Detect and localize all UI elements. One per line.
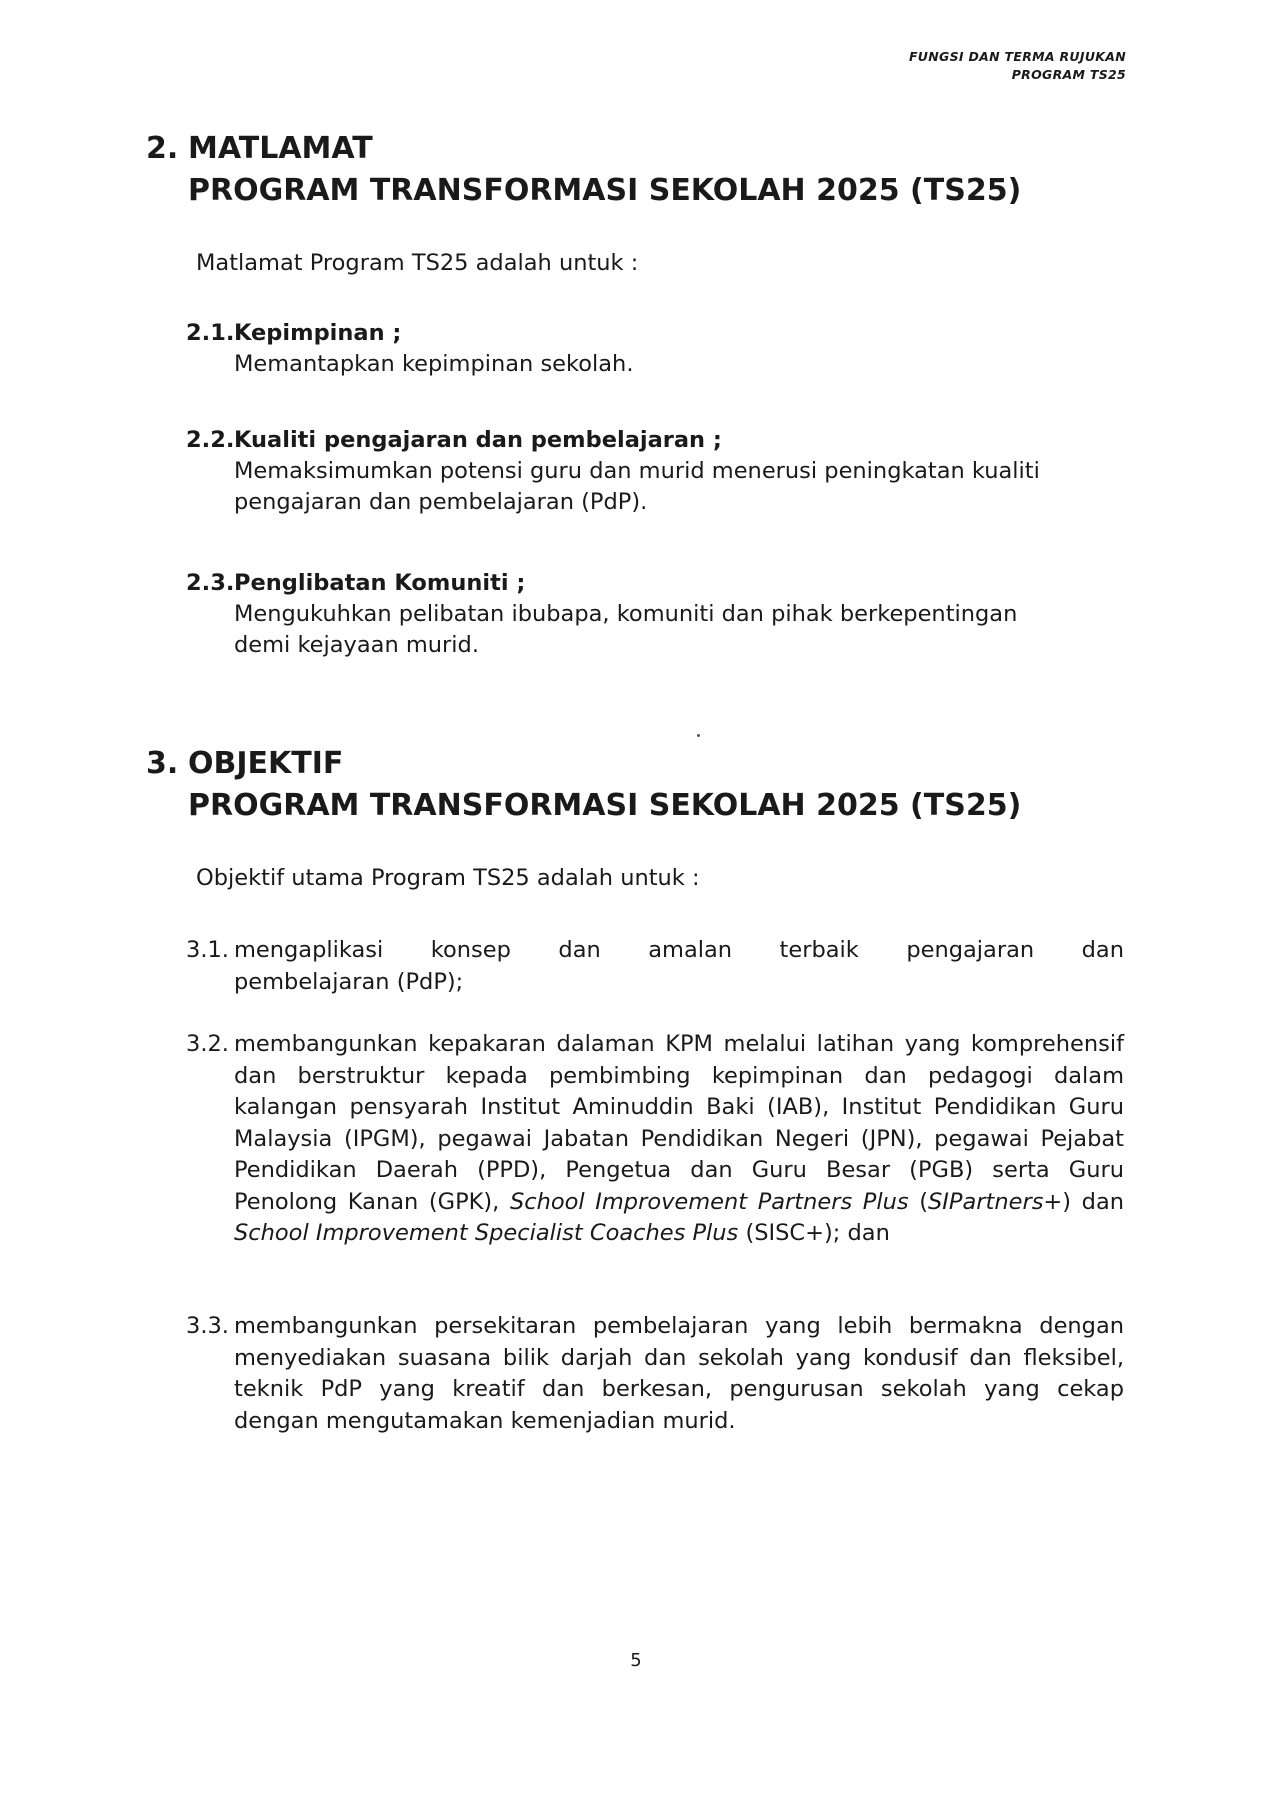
section-2-intro: Matlamat Program TS25 adalah untuk : <box>196 250 639 276</box>
page-number: 5 <box>630 1650 642 1671</box>
list-item <box>186 935 1124 998</box>
item-number: 2.3. <box>186 570 235 596</box>
item-heading <box>186 425 1124 456</box>
item-text-run: ) dan <box>1062 1188 1124 1215</box>
section-3-title-line2: PROGRAM TRANSFORMASI SEKOLAH 2025 (TS25) <box>188 788 1022 823</box>
list-item <box>186 425 1124 518</box>
item-text: membangunkan persekitaran pembelajaran yang lebih bermakna dengan menyediakan suasana bilik darjah dan sekolah yang kondusif dan fleksibel, teknik PdP yang kreatif dan berkesan, pengurusan sekolah yang cekap dengan mengutamakan kemenjadian murid. <box>234 1313 1124 1434</box>
item-number: 2.1. <box>186 320 235 346</box>
list-item <box>186 1029 1124 1250</box>
item-heading-text: Kualiti pengajaran dan pembelajaran ; <box>234 427 722 453</box>
section-2-title-line1: MATLAMAT <box>188 131 373 166</box>
section-matlamat <box>146 128 1126 212</box>
item-number: 2.2. <box>186 427 235 453</box>
section-objektif <box>146 743 1126 827</box>
section-3-title <box>146 743 1126 827</box>
item-heading-text: Kepimpinan ; <box>234 320 402 346</box>
item-text-italic: School Improvement Partners Plus <box>509 1188 909 1215</box>
item-text-line: pembelajaran (PdP); <box>234 968 464 995</box>
item-body-line: Memaksimumkan potensi guru dan murid menerusi peningkatan kualiti <box>234 458 1040 484</box>
list-item <box>186 1311 1124 1437</box>
section-3-intro: Objektif utama Program TS25 adalah untuk : <box>196 865 700 891</box>
item-body-line: demi kejayaan murid. <box>234 632 479 658</box>
item-heading <box>186 568 1124 599</box>
item-text <box>234 1029 1124 1250</box>
item-text <box>234 935 1124 998</box>
item-number: 3.3. <box>186 1313 229 1339</box>
item-body-line: pengajaran dan pembelajaran (PdP). <box>234 489 648 515</box>
item-text-run: (SISC+); dan <box>745 1220 890 1246</box>
item-body <box>186 456 1124 518</box>
item-number: 3.2. <box>186 1031 229 1057</box>
item-text-line: mengaplikasi konsep dan amalan terbaik pengajaran dan <box>234 937 1124 963</box>
item-text-run: ( <box>919 1188 928 1215</box>
item-body: Memantapkan kepimpinan sekolah. <box>234 351 634 377</box>
header-line-2: PROGRAM TS25 <box>1011 67 1126 82</box>
item-text-run: membangunkan kepakaran dalaman KPM melalui latihan yang komprehensif dan berstruktur kepada pembimbing kepimpinan dan pedagogi dalam kalangan pensyarah Institut Aminuddin Baki (IAB), Institut Pendidikan Guru Malaysia (IPGM), pegawai Jabatan Pendidikan Negeri (JPN), pegawai Pejabat Pendidikan Daerah (PPD), Pengetua dan Guru Besar (PGB) serta Guru Penolong Kanan (GPK), <box>234 1031 1124 1215</box>
header-line-1: FUNGSI DAN TERMA RUJUKAN <box>908 49 1126 64</box>
list-item <box>186 318 1124 380</box>
item-number: 3.1. <box>186 937 229 963</box>
item-body-line: Mengukuhkan pelibatan ibubapa, komuniti dan pihak berkepentingan <box>234 601 1018 627</box>
section-2-title-line2: PROGRAM TRANSFORMASI SEKOLAH 2025 (TS25) <box>188 173 1022 208</box>
section-3-title-line1: OBJEKTIF <box>188 746 344 781</box>
item-heading-text: Penglibatan Komuniti ; <box>234 570 526 596</box>
running-header <box>909 48 1126 84</box>
section-2-number: 2. <box>146 131 179 166</box>
item-body <box>186 599 1124 661</box>
item-text-italic: SIPartners+ <box>928 1188 1063 1215</box>
list-item <box>186 568 1124 661</box>
section-2-title <box>146 128 1126 212</box>
item-heading <box>186 318 1124 349</box>
section-3-number: 3. <box>146 746 179 781</box>
scan-speck <box>697 734 700 737</box>
item-text-italic: School Improvement Specialist Coaches Plus <box>234 1220 739 1246</box>
